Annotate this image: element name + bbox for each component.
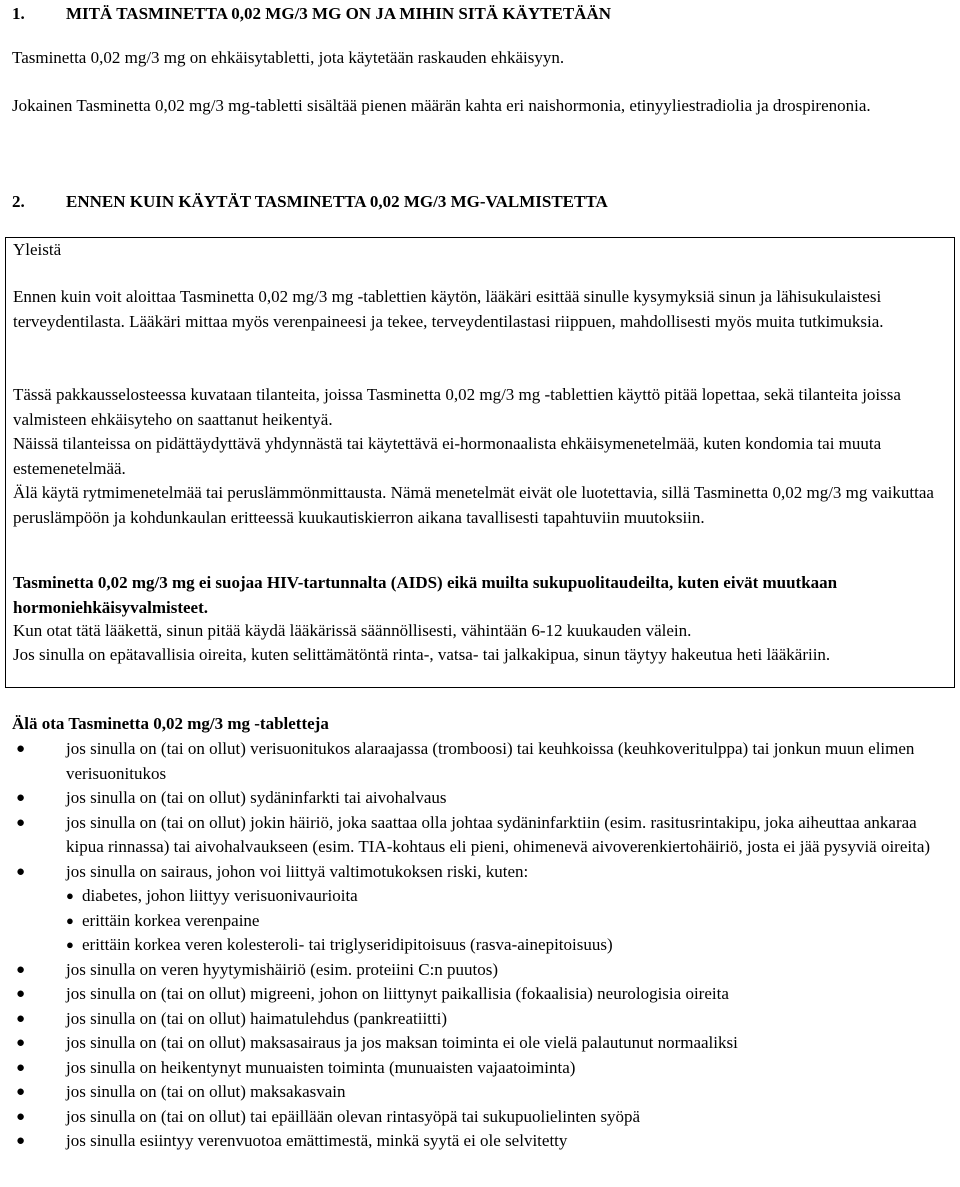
general-paragraph-3-line-1: Kun otat tätä lääkettä, sinun pitää käydä lääkärissä säännöllisesti, vähintään 6-12 kuukauden välein. [13, 621, 692, 640]
section-1-paragraph-2: Jokainen Tasminetta 0,02 mg/3 mg-tabletti sisältää pienen määrän kahta eri naishormonia, etinyyliestradiolia ja drospirenonia. [12, 96, 871, 115]
list-item-text: jos sinulla on (tai on ollut) maksasairaus ja jos maksan toiminta ei ole vielä palautunut normaaliksi [66, 1033, 738, 1052]
sub-list-item [0, 909, 960, 934]
section-2-heading [12, 190, 608, 215]
sub-list-item-text: erittäin korkea veren kolesteroli- tai triglyseridipitoisuus (rasva-ainepitoisuus) [82, 935, 613, 954]
hiv-warning: Tasminetta 0,02 mg/3 mg ei suojaa HIV-tartunnalta (AIDS) eikä muilta sukupuolitaudeilta, kuten eivät muutkaan hormoniehkäisyvalmisteet. [13, 573, 838, 617]
list-item-text: jos sinulla on (tai on ollut) migreeni, johon on liittynyt paikallisia (fokaalisia) neurologisia oireita [66, 984, 729, 1003]
list-item [0, 811, 936, 860]
list-item-text: jos sinulla on veren hyytymishäiriö (esim. proteiini C:n puutos) [66, 959, 499, 979]
general-paragraph-2-line-3: Älä käytä rytmimenetelmää tai peruslämmönmittausta. Nämä menetelmät eivät ole luotettavia, sillä Tasminetta 0,02 mg/3 mg vaikuttaa peruslämpöön ja kohdunkaulan eritteessä kuukautiskierron aikana tavallisesti tapahtuviin muutoksiin. [13, 483, 934, 527]
contraindication-list [0, 737, 960, 1154]
bullet-icon: ● [16, 790, 26, 806]
bullet-icon: ● [16, 1084, 26, 1100]
bullet-icon: ● [16, 1133, 26, 1149]
bullet-icon: ● [16, 1035, 26, 1051]
general-paragraph-3-line-2: Jos sinulla on epätavallisia oireita, kuten selittämätöntä rinta-, vatsa- tai jalkakipua, sinun täytyy hakeutua heti lääkäriin. [13, 645, 831, 664]
list-item-text: jos sinulla on (tai on ollut) sydäninfarkti tai aivohalvaus [66, 788, 447, 807]
sub-list-item-text: diabetes, johon liittyy verisuonivaurioita [82, 886, 358, 905]
bullet-icon: ● [16, 1108, 26, 1125]
sub-list-item [0, 933, 960, 958]
section-1-number: 1. [12, 4, 25, 23]
list-item [0, 737, 936, 786]
general-info-box [5, 237, 955, 688]
list-item-text: jos sinulla on (tai on ollut) haimatulehdus (pankreatiitti) [66, 1008, 448, 1028]
list-item [0, 1129, 936, 1154]
list-item-text: jos sinulla on sairaus, johon voi liittyä valtimotukoksen riski, kuten: [66, 861, 529, 881]
bullet-icon: ● [16, 986, 26, 1002]
list-item-text: jos sinulla on (tai on ollut) verisuonitukos alaraajassa (tromboosi) tai keuhkoissa (keuhkoveritulppa) tai jonkun muun elimen verisuonitukos [66, 739, 915, 783]
bullet-icon: ● [16, 814, 26, 831]
section-2-title: ENNEN KUIN KÄYTÄT TASMINETTA 0,02 MG/3 MG-VALMISTETTA [66, 192, 608, 211]
bullet-icon: ● [16, 961, 26, 978]
general-paragraph-1: Ennen kuin voit aloittaa Tasminetta 0,02 mg/3 mg -tablettien käytön, lääkäri esittää sinulle kysymyksiä sinun ja lähisukulaistesi terveydentilasta. Lääkäri mittaa myös verenpaineesi ja tekee, terveydentilastasi riippuen, mahdollisesti myös muita tutkimuksia. [13, 287, 884, 331]
section-1-paragraph-1: Tasminetta 0,02 mg/3 mg on ehkäisytabletti, jota käytetään raskauden ehkäisyyn. [12, 48, 565, 67]
list-item [0, 1031, 936, 1056]
list-item-text: jos sinulla on heikentynyt munuaisten toiminta (munuaisten vajaatoiminta) [66, 1057, 576, 1077]
list-item [0, 1105, 936, 1130]
sub-bullet-icon: ● [66, 937, 74, 952]
list-item [0, 1080, 936, 1105]
section-2-number: 2. [12, 192, 25, 211]
list-item [0, 860, 936, 885]
section-1-title: MITÄ TASMINETTA 0,02 MG/3 MG ON JA MIHIN SITÄ KÄYTETÄÄN [66, 4, 611, 23]
bullet-icon: ● [16, 1059, 26, 1076]
list-item [0, 982, 936, 1007]
list-item [0, 786, 936, 811]
general-paragraph-2-line-2: Näissä tilanteissa on pidättäydyttävä yhdynnästä tai käytettävä ei-hormonaalista ehkäisymenetelmää, kuten kondomia tai muuta estemenetelmää. [13, 434, 882, 478]
list-item-text: jos sinulla on (tai on ollut) tai epäillään olevan rintasyöpä tai sukupuolielinten syöpä [66, 1106, 641, 1126]
sub-bullet-icon: ● [66, 888, 74, 903]
general-paragraph-2-line-1: Tässä pakkausselosteessa kuvataan tilanteita, joissa Tasminetta 0,02 mg/3 mg -tablettien käyttö pitää lopettaa, sekä tilanteita joissa valmisteen ehkäisyteho on saattanut heikentyä. [13, 385, 901, 429]
list-item-text: jos sinulla on (tai on ollut) maksakasvain [66, 1082, 346, 1101]
bullet-icon: ● [16, 1010, 26, 1027]
sub-list-item [0, 884, 960, 909]
list-item [0, 1056, 936, 1081]
list-item-text: jos sinulla esiintyy verenvuotoa emättimestä, minkä syytä ei ole selvitetty [66, 1131, 568, 1150]
sub-list-item-text: erittäin korkea verenpaine [82, 910, 260, 930]
sub-bullet-icon: ● [66, 912, 74, 928]
bullet-icon: ● [16, 741, 26, 757]
list-item-text: jos sinulla on (tai on ollut) jokin häiriö, joka saattaa olla johtaa sydäninfarktiin (esim. rasitusrintakipu, joka aiheuttaa ankaraa kipua rinnassa) tai aivohalvaukseen (esim. TIA-kohtaus eli pieni, ohimenevä aivoverenkiertohäiriö, josta ei jää pysyviä oireita) [66, 812, 931, 856]
do-not-take-heading: Älä ota Tasminetta 0,02 mg/3 mg -tabletteja [12, 714, 329, 733]
bullet-icon: ● [16, 863, 26, 880]
section-1-heading [12, 2, 611, 27]
general-heading: Yleistä [13, 240, 62, 259]
list-item [0, 958, 936, 983]
list-item [0, 1007, 936, 1032]
